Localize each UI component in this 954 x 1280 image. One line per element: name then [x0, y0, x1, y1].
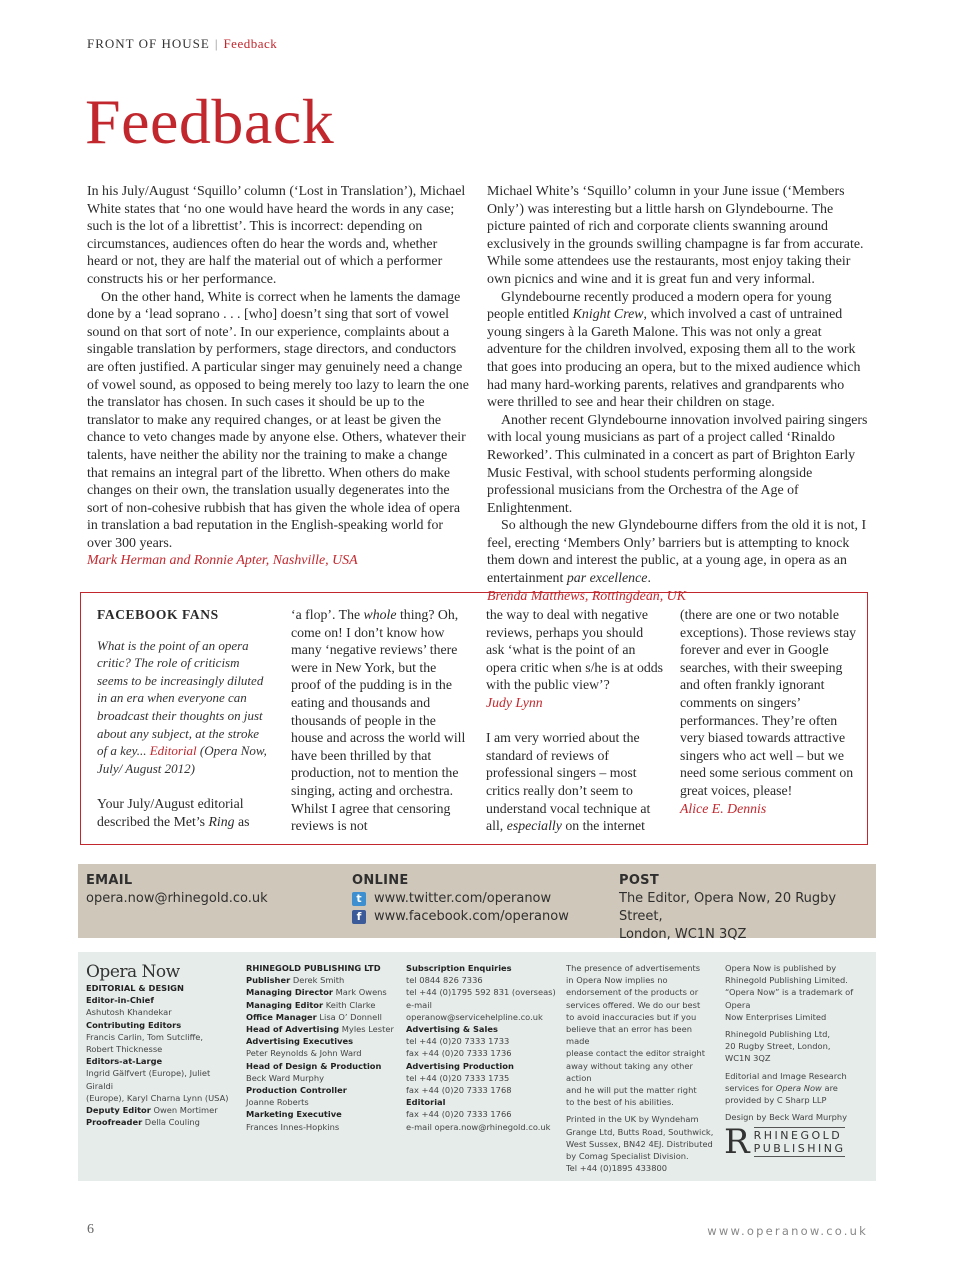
credit-name: Robert Thicknesse: [86, 1044, 163, 1055]
twitter-icon: t: [352, 892, 366, 906]
credit-name: (Europe), Karyl Charna Lynn (USA): [86, 1092, 229, 1103]
credit-name: Myles Lester: [339, 1024, 394, 1035]
credit-line: [406, 962, 556, 974]
credit-role: EDITORIAL & DESIGN: [86, 983, 184, 993]
credit-name: Owen Mortimer: [150, 1105, 218, 1116]
post-address-line: London, WC1N 3QZ: [619, 927, 747, 942]
italic-opera-now: Opera Now: [775, 1082, 822, 1093]
facebook-link[interactable]: www.facebook.com/operanow: [374, 909, 569, 924]
credit-text-line: Now Enterprises Limited: [725, 1011, 827, 1022]
signature-place: , Rottingdean, UK: [584, 588, 686, 604]
credit-line: [86, 1055, 236, 1067]
text-run: are: [821, 1082, 838, 1093]
rhinegold-wordmark: [754, 1127, 846, 1157]
credit-text-line: Rhinegold Publishing Ltd,: [725, 1029, 831, 1040]
credit-line: [246, 1121, 396, 1133]
credit-role: Managing Editor: [246, 999, 324, 1010]
credit-line: [86, 1092, 236, 1104]
twitter-row: [352, 890, 569, 908]
credit-text-line: Opera Now is published by: [725, 963, 837, 973]
letter-paragraph: [487, 289, 869, 412]
credit-line: [406, 1035, 556, 1047]
fb-text: [291, 606, 467, 835]
credit-text-line: and he will put the matter right: [566, 1085, 697, 1096]
credit-text-line: to the best of his abilities.: [566, 1097, 674, 1108]
letter-paragraph: In his July/August ‘Squillo’ column (‘Lost in Translation’), Michael White states that ‘no one would have heard the words in any case; such is the lot of a librettist’. This is incorrect: depending on circumstances, audiences often do hear the words and, whether heard or not, they are half the material out of which a performer constructs his or her performance.: [87, 184, 466, 287]
research-credit: provided by C Sharp LLP: [725, 1095, 827, 1106]
credit-list: [406, 962, 556, 1133]
credit-name: Frances Innes-Hopkins: [246, 1121, 340, 1132]
credit-line: [406, 1047, 556, 1059]
credit-line: [406, 1096, 556, 1108]
credit-text-line: endorsement of the products or: [566, 987, 699, 998]
credit-text-line: Rhinegold Publishing Limited.: [725, 975, 848, 986]
credit-line: [246, 962, 396, 974]
credit-text-line: The presence of advertisements: [566, 963, 701, 973]
fb-column-3: [486, 606, 664, 835]
credit-text-line: by Comag Specialist Division.: [566, 1151, 689, 1162]
publisher-address: [725, 1028, 873, 1065]
credit-line: [246, 1084, 396, 1096]
text-run: Your July/August editorial described the Met’s: [97, 795, 244, 829]
fb-text: [97, 795, 269, 830]
credit-line: [406, 1072, 556, 1084]
credit-line: [406, 1121, 556, 1133]
page-number: 6: [87, 1222, 94, 1237]
credit-role: Advertising Executives: [246, 1036, 354, 1047]
fb-signature: Judy Lynn: [486, 694, 543, 710]
letter-paragraph: Michael White’s ‘Squillo’ column in your June issue (‘Members Only’) was interesting but a little harsh on Glyndebourne. The picture painted of rich and corporate clients swanning around exclusively in the grounds swilling champagne is far from accurate. While some attendees use the restaurants, most enjoy taking their own picnics and wine and it is great fun and very informal.: [487, 184, 864, 287]
credit-line: [86, 1043, 236, 1055]
credit-role: Proofreader: [86, 1117, 143, 1128]
credit-line: [246, 1035, 396, 1047]
text-run: , which involved a cast of untrained young singers à la Gareth Malone. This was not only a great adventure for the children involved, exposing them all to the work that goes into producing an opera, but to the mixed audience which had many hard-working parents, relatives and grandparents who were thrilled to see and hear their children on stage.: [487, 307, 861, 411]
research-credit: Editorial and Image Research: [725, 1070, 847, 1081]
letter-paragraph: On the other hand, White is correct when he laments the damage done by a ‘lead soprano . . . [who] doesn’t sing that sort of vowel sound on that sort of note’. In our experience, complaints about a singable translation by performers, stage directors, and conductors are often justified. A particular singer may genuinely need a change of vowel sound, as opposed to being merely too lazy to learn the one the translator has chosen. In such cases it should be up to the translator to make any required changes, or at least be given the chance to veto changes made by anyone else. Others, whatever their talents, have neither the ability nor the training to make a change that remains an integral part of the libretto. When others do make changes on their own, the translation usually degenerates into the sort of non-cohesive rubbish that has given the whole idea of opera in translation a bad reputation in the English-speaking world for over 300 years.: [87, 289, 469, 551]
section-label: FRONT OF HOUSE: [87, 36, 210, 51]
letter-paragraph: Another recent Glyndebourne innovation involved pairing singers with local young musicians as part of a project called ‘Rinaldo Reworked’. This culminated in a concert as part of Brighton Early Music Festival, with school students performing alongside professional musicians from the Orchestra of the Age of Enlightenment.: [487, 412, 868, 516]
credit-line: [86, 982, 236, 994]
online-block: [352, 872, 569, 926]
rhinegold-mark-icon: R: [724, 1122, 750, 1162]
text-run: as: [234, 813, 250, 829]
italic-whole: whole: [363, 607, 397, 622]
facebook-row: [352, 908, 569, 926]
fb-signature: Alice E. Dennis: [680, 800, 767, 816]
fb-column-1: [97, 606, 269, 830]
text-run: .: [647, 571, 651, 587]
credit-name: fax +44 (0)20 7333 1768: [406, 1085, 512, 1096]
credit-name: e-mail opera.now@rhinegold.co.uk: [406, 1121, 551, 1132]
fb-text: the way to deal with negative reviews, perhaps you should ask ‘what is the point of an opera critic when s/he is at odds with the public view’?: [486, 607, 664, 693]
credits-column-publisher: [725, 962, 873, 1123]
credit-line: [406, 1084, 556, 1096]
signature-name: Mark Herman and Ronnie Apter: [87, 553, 266, 569]
contact-bar: [78, 864, 876, 942]
website-url[interactable]: www.operanow.co.uk: [707, 1224, 868, 1238]
online-label: ONLINE: [352, 873, 409, 888]
letter-herman-apter: [87, 183, 469, 605]
signature-name: Brenda Matthews: [487, 588, 585, 604]
credit-text-line: 20 Rugby Street, London,: [725, 1041, 831, 1052]
italic-ring: Ring: [208, 813, 235, 829]
wordmark-line: RHINEGOLD: [753, 1129, 843, 1142]
text-run: I am very worried about the standard of reviews of professional singers – most critics really don’t seem to understand vocal technique at all,: [486, 730, 651, 834]
quote-text: What is the point of an opera critic? The role of criticism seems to be increasingly diluted in an era when everyone can broadcast their thoughts on just about any subject, at the stroke of a key...: [97, 637, 264, 759]
credit-line: [406, 986, 556, 998]
credit-name: Della Couling: [142, 1117, 200, 1128]
text-run: ‘a flop’. The: [291, 607, 364, 622]
credit-text-line: Grange Ltd, Butts Road, Southwick,: [566, 1126, 714, 1137]
credit-role: Publisher: [246, 975, 291, 986]
credit-role: Deputy Editor: [86, 1105, 151, 1116]
credit-role: Advertising & Sales: [406, 1024, 498, 1035]
credit-text-line: believe that an error has been made: [566, 1024, 692, 1047]
credits-column-editorial: [86, 962, 236, 1128]
credit-line: [86, 1116, 236, 1128]
text-run: thing? Oh, come on! I don’t know how many ‘negative reviews’ there were in New York, but the proof of the pudding is in the eating and thousands and thousands of people in the house and across the world will have been thrilled by that production, not to mention the singing, acting and orchestra. Whilst I agree that censoring reviews is not: [291, 607, 466, 834]
credit-role: Editor-in-Chief: [86, 995, 154, 1006]
wordmark-line: PUBLISHING: [753, 1142, 846, 1155]
rhinegold-logo: [724, 1122, 846, 1162]
credit-text-line: in Opera Now implies no: [566, 975, 668, 986]
design-credit: Design by Beck Ward Murphy: [725, 1112, 848, 1123]
facebook-icon: f: [352, 910, 366, 924]
credit-role: Head of Advertising: [246, 1024, 340, 1035]
credit-line: [246, 1060, 396, 1072]
credit-line: [406, 974, 556, 986]
credit-name: tel 0844 826 7336: [406, 975, 483, 986]
credit-name: tel +44 (0)1795 592 831 (overseas): [406, 987, 556, 998]
signature-place: , Nashville, USA: [265, 553, 358, 569]
letters: [87, 183, 869, 605]
credit-line: [246, 1096, 396, 1108]
post-label: POST: [619, 873, 660, 888]
credit-name: Beck Ward Murphy: [246, 1072, 324, 1083]
credit-line: [406, 1108, 556, 1120]
credit-line: [86, 1031, 236, 1043]
credit-line: [246, 974, 396, 986]
fb-column-2: [291, 606, 467, 835]
text-run: services for: [725, 1082, 776, 1093]
credit-text-line: to avoid inaccuracies but if you: [566, 1011, 697, 1022]
credit-list: [246, 962, 396, 1133]
credit-name: Ashutosh Khandekar: [86, 1007, 172, 1018]
credit-name: Joanne Roberts: [246, 1097, 309, 1108]
credit-text-line: West Sussex, BN42 4EJ. Distributed: [566, 1138, 713, 1149]
letter-matthews: [487, 183, 869, 605]
credits-panel: [78, 952, 876, 1181]
credit-text-line: WC1N 3QZ: [725, 1053, 771, 1064]
credit-role: Contributing Editors: [86, 1019, 182, 1030]
fb-column-4: [680, 606, 862, 817]
email-label: EMAIL: [86, 873, 133, 888]
credit-role: Editors-at-Large: [86, 1056, 163, 1067]
fb-quote: [97, 637, 269, 778]
credit-line: [86, 1067, 236, 1091]
credit-text-line: Tel +44 (0)1895 433800: [566, 1163, 668, 1174]
credit-line: [86, 1019, 236, 1031]
email-block: [86, 872, 268, 908]
credit-role: Editorial: [406, 1097, 446, 1108]
twitter-link[interactable]: www.twitter.com/operanow: [374, 891, 552, 906]
credits-column-contacts: [406, 962, 556, 1133]
credit-name: fax +44 (0)20 7333 1766: [406, 1109, 512, 1120]
credit-text-line: “Opera Now” is a trademark of Opera: [725, 987, 854, 1010]
credit-line: [246, 1023, 396, 1035]
text-run: on the internet: [561, 818, 646, 834]
credit-name: Ingrid Gälfvert (Europe), Juliet Giraldi: [86, 1068, 211, 1091]
credit-line: [246, 1011, 396, 1023]
quote-ref: (Opera Now, July/ August 2012): [97, 743, 267, 776]
credit-role: Head of Design & Production: [246, 1060, 382, 1071]
opera-now-logo: Opera Now: [86, 962, 180, 982]
credit-line: [406, 1060, 556, 1072]
research-credit: [725, 1082, 873, 1094]
letter-signature: [87, 552, 469, 570]
credit-name: Lisa O’ Donnell: [316, 1011, 382, 1022]
credit-name: e-mail operanow@servicehelpline.co.uk: [406, 999, 543, 1022]
post-block: [619, 872, 876, 944]
running-head: [87, 36, 277, 52]
credit-name: Mark Owens: [333, 987, 387, 998]
letter-paragraph: [487, 517, 869, 587]
credit-role: Marketing Executive: [246, 1109, 342, 1120]
italic-especially: especially: [506, 818, 562, 834]
email-link[interactable]: opera.now@rhinegold.co.uk: [86, 891, 268, 906]
credit-role: Office Manager: [246, 1011, 317, 1022]
credit-text-line: Printed in the UK by Wyndeham: [566, 1114, 699, 1125]
text-run: So although the new Glyndebourne differs from the old it is not, I feel, erecting ‘Members Only’ barriers but is attempting to knock them down and interest the public, at a young age, in opera as an entertainment: [487, 518, 867, 587]
credit-line: [246, 1108, 396, 1120]
page-title: Feedback: [85, 86, 335, 157]
spacer: [486, 712, 664, 730]
text-run: Glyndebourne recently produced a modern opera for young people entitled: [487, 289, 832, 323]
fb-text: (there are one or two notable exceptions). Those reviews stay forever and ever in Google searches, with their sweeping and often frankly ignorant comments on singers’ performances. They’re often very biased towards attractive singers who act well – but we need some serious comment on great voices, please!: [680, 607, 856, 798]
subsection-label: Feedback: [223, 36, 278, 51]
facebook-fans-box: [80, 592, 868, 845]
credit-text-line: please contact the editor straight: [566, 1048, 705, 1059]
credit-name: Keith Clarke: [323, 999, 376, 1010]
credit-line: [246, 999, 396, 1011]
credit-line: [406, 1023, 556, 1035]
credit-line: [86, 994, 236, 1006]
opera-title: Knight Crew: [572, 307, 644, 323]
credits-column-publishing: [246, 962, 396, 1133]
credit-line: [246, 986, 396, 998]
credit-name: tel +44 (0)20 7333 1735: [406, 1072, 510, 1083]
fb-heading: FACEBOOK FANS: [97, 607, 219, 622]
printer-text: [566, 1113, 716, 1174]
separator: |: [214, 36, 219, 51]
credit-line: [86, 1006, 236, 1018]
spacer: [97, 777, 269, 795]
credit-list: [86, 982, 236, 1128]
credit-text-line: away without taking any other action: [566, 1060, 693, 1083]
credit-line: [86, 1104, 236, 1116]
credit-name: Peter Reynolds & John Ward: [246, 1048, 362, 1059]
credit-name: fax +44 (0)20 7333 1736: [406, 1048, 512, 1059]
credit-line: [246, 1072, 396, 1084]
post-address-line: The Editor, Opera Now, 20 Rugby Street,: [619, 891, 837, 924]
publisher-text: [725, 962, 873, 1023]
credit-line: [406, 999, 556, 1023]
credits-column-disclaimer: [566, 962, 716, 1174]
credit-role: Advertising Production: [406, 1060, 514, 1071]
italic-phrase: par excellence: [566, 571, 648, 587]
disclaimer-text: [566, 962, 716, 1108]
credit-name: Francis Carlin, Tom Sutcliffe,: [86, 1031, 204, 1042]
credit-name: tel +44 (0)20 7333 1733: [406, 1036, 510, 1047]
credit-name: Derek Smith: [290, 975, 345, 986]
credit-role: Subscription Enquiries: [406, 963, 512, 973]
credit-role: RHINEGOLD PUBLISHING LTD: [246, 963, 381, 973]
credit-role: Production Controller: [246, 1085, 347, 1096]
credit-text-line: services offered. We do our best: [566, 999, 701, 1010]
credit-role: Managing Director: [246, 987, 334, 998]
fb-text: [486, 729, 664, 835]
quote-source: Editorial: [149, 743, 197, 759]
credit-line: [246, 1047, 396, 1059]
